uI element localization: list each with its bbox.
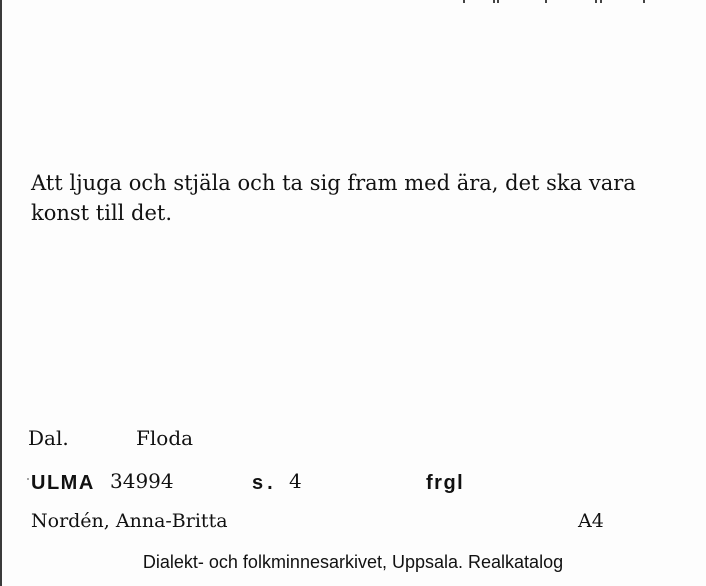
card-left-edge [0, 0, 2, 586]
proverb-text: Att ljuga och stjäla och ta sig fram med ära, det ska vara konst till det. [31, 171, 636, 225]
parish-label: Floda [136, 426, 194, 450]
province-label: Dal. [28, 426, 69, 450]
category-code: frgl [426, 472, 465, 494]
page-label: s. [252, 472, 277, 494]
page-number: 4 [289, 469, 302, 493]
format-label: A4 [578, 510, 604, 532]
archive-code: ULMA [31, 472, 95, 494]
institution-footer: Dialekt- och folkminnesarkivet, Uppsala. Realkatalog [142, 552, 564, 572]
top-scan-marks [455, 0, 655, 4]
informant-name: Nordén, Anna-Britta [31, 510, 228, 532]
scan-speck [27, 478, 29, 480]
record-number: 34994 [110, 469, 174, 493]
